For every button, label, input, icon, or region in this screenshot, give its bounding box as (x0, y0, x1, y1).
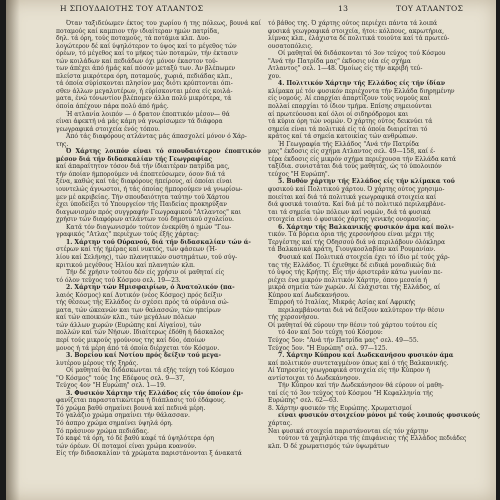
text-line: 7. Χάρτην Κύπρου καί Δωδεκανήσου φυσικόν άμα (278, 352, 454, 360)
text-line: κράτος καί τά σημεία κατοικίας τών ανθρώπων. (268, 133, 418, 141)
text-line: τής χερσονήσου. (268, 314, 320, 322)
text-line: ταξίδια. συνιστάται διά τούς μαθητάς, ώς τό ύπολοιπόν (268, 163, 442, 171)
text-line: Τό γαλάζιο χρώμα σημαίνει τήν θάλασσαν. (56, 412, 190, 420)
text-line: μονος ή τά μέρη άπό τά όποία διέρχεται τόν Κόσμον. (56, 344, 220, 352)
text-line: Τεργέστης καί τής Οδησσού διά νά περιλάβουν όλόκληρα (268, 238, 446, 246)
text-line: είναι άφεκτή νά μάς κάμη νά γνωρίσωμεν τά διάφορα (56, 118, 223, 126)
text-line: Τό πράσινον χρώμα πεδιάδας. (56, 427, 149, 435)
text-line: Ή Γεωγραφία τής Ελλάδος "Ανά τήν Πατρίδα (278, 140, 420, 148)
text-line: Τεύχος 5ον. "Η Ευρώπη" σελ. 97—125. (268, 344, 388, 352)
text-line: Όταν ταξιδεύωμεν έκτος του χωρίου ή της πόλεως, βουνά καί ποταμούς καί καμπιον τήν ιδιαίτεραν ημών πατρίδα, (56, 20, 261, 35)
text-line: Είς τήν διδασκαλίαν τά χρώματα παριστάνονται ξ άνακατά (56, 450, 242, 458)
text-line: φανίζεται παραστατικώτερα ή διάπλασις τού έδάφους. (56, 397, 226, 405)
text-line: ματα, ένώ τόνωντίον βλέπομεν άλλα πολύ μικρότερα, τά (56, 95, 232, 103)
text-line: τά Βαλκανικά κράτη, Γιουγκοσλαβίαν καί Ρουμανίαν. (268, 246, 436, 254)
document-page (6, 0, 496, 500)
text-line: μικρά σημεία τών χωρών. Αί έλάχισται τής Ελλάδος, αί (268, 284, 441, 292)
text-line: Τό καφέ τά όρη, τό δέ βαθύ καφέ τά ύψηλότερα όρη (56, 435, 215, 443)
text-line: τά όποία σύρίσκονται πλησίον μας διότι κρύπτονται όπι- (56, 80, 233, 88)
text-line: Άπό τάς διαφόρους ατλάντας μάς άπασχολεί μόνον ό Χάρ- (66, 133, 247, 141)
text-line: φυσικού καί Πολιτικού χάρτου. Ό χάρτης ούτος χρησιμο- (268, 186, 445, 194)
text-line: κλίμακα μέ τόν φυσικόν περιέχοντα τήν Ελλάδα διηρημένην (268, 87, 455, 95)
text-line: τό 4ον καί 5ον τεύχη τού Κόσμου: (278, 329, 383, 337)
text-line: τό όλον τεύχος τού Κόσμου σελ. 19—23. (56, 276, 181, 284)
text-line: κριτικού μεγέθους Ήλίου καί πλανητών κλπ. (56, 261, 195, 269)
text-line: τών άλλων χωρών (Ευρώπης καί Αίγαίου), τών (56, 321, 202, 329)
text-line: δηλ. τά όρη, τούς ποταμούς, τά ποτάμια κλπ. Δυο- (56, 35, 211, 43)
page-header-title: Η ΣΠΟΥΔΑΙΟΤΗΣ ΤΟΥ ΑΤΛΑΝΤΟΣ (60, 4, 204, 13)
text-line: γεωγραφικά στοιχεία ένός τόπου. (56, 125, 160, 133)
text-line: αντίστοιχαι τό Δωδεκάνησον. (268, 374, 361, 382)
text-line: ουσατοπόλεις. (268, 42, 313, 50)
text-line: λυτέρου μέρους τής ξηράς. (56, 359, 139, 367)
text-line: "Ανά τήν Πατρίδα μας" έκδοσις νέα είς σχήμα (268, 57, 411, 65)
text-line: λίου καί Σελήνης), τών πλανητικών συστημάτων, τού σύγ- (56, 253, 238, 261)
text-line: είναι φυσικόν στοιχείον μόνοι μέ τούς λοιπούς φυσικούς (278, 412, 480, 420)
text-line: μας" έκδοσις είς σχήμα Ατλαντος σελ. 49—158, καί έ- (268, 148, 436, 156)
text-line: Ατλαντος" σελ. 1—48. Όμοίως είς τήν ακριβή τεύ- (268, 65, 423, 73)
text-line: πλείστα μικρότερα όρη, ποταμούς, χωριά, πεδιάδας κλπ., (56, 72, 233, 80)
text-line: Αί Υπηρεσίες γεωγραφικά στοιχεία είς τήν Κύπρον ή (268, 367, 430, 375)
text-line: σθεν άλλων μεγαλυτέρων, ή εύρίσκονται μέσα είς κοιλά- (56, 87, 233, 95)
text-line: σημεία είναι τά πολιτικά είς τά όποία διαιρείται τό (268, 125, 428, 133)
text-line: Οί μαθηταί θά εύρουν την θέσιν τού χάρτου τούτου είς (268, 321, 438, 329)
text-line: λογώτερον δέ καί ύψηλότερον το ύψος καί το μέγεθος τών (56, 42, 237, 50)
text-line: περί τούς μικρούς γρούνους της καί δύο, όποίων (56, 336, 206, 344)
text-line: τής θέσεως τής Ελλάδος έν σχέσει πρός τά ούράνια σώ- (56, 299, 229, 307)
text-line: Ευρώπης" σελ. 62—63. (268, 397, 339, 405)
text-line: είς νομούς. Αί επαρχίαι άπαρτίζουν τούς νομούς καί (268, 95, 431, 103)
text-line: στέρων καί τής ήμέρας καί νυκτός, τών φάσεων (Ή- (56, 246, 217, 254)
text-line: 4. Πολιτικόν Χάρτην τής Ελλάδος είς τήν ίδίαν (278, 80, 446, 88)
text-line: ξένα, καθώς καί τάς διαφόρους ήπείρους, αί όποίαι είναι (56, 178, 233, 186)
page-header-title-right: ΤΟΥ ΑΤΛΑΝΤΟΣ (396, 4, 464, 13)
text-line: λίμνας κλπ., έλάχιστα δέ πολιτικά τοιούτα καί τά πρωτεύ- (268, 35, 450, 43)
text-line: ιουντελώς άγνωστοι, ή τάς όποίας ήμπορούμεν νά γνωρίσω- (56, 186, 243, 194)
text-line: τών όρέων. Οί ποταμοί είναι χρώμα κυανούν. (56, 442, 197, 450)
text-line: 5. Βυθόν χάρτην τής Ελλάδος είς τήν κλίμακα τού (278, 178, 455, 186)
text-line: τό βάθος της. Ό χάρτης ούτος περιέχει πάντα τά λοιπά (268, 20, 438, 27)
text-line: γραφικός "Ατλας" περιέχων τούς έξής χάρτας: (56, 231, 199, 239)
text-line: ταί είς τό 3ον τεύχος τού Κόσμου "Η Κεφαλληνία τής (268, 389, 433, 397)
text-line: όποία άπέχουν πάρα πολύ άπό ήμάς. (56, 103, 169, 111)
text-line: Τήν Κύπρον καί τήν Δωδεκάνησον θά εύρουν οί μαθη- (278, 382, 444, 390)
text-line: ποιείται καί διά τά πολιτικά γεωγραφικά στοιχεία καί (268, 193, 437, 201)
text-line: Τό χρώμα βαθύ σημαίνει βουνά καί πεδινά μέρη. (56, 404, 206, 412)
text-line: Τό άσπρο χρώμα σημαίνει ύψηλά όρη. (56, 419, 173, 427)
text-line: αί πρωτεύουσαι καί όλοι οί σιδηρόδρομοι και (268, 110, 409, 118)
text-line: στοιχεία είναι ό φυσικός χάρτης γενικής ονομασίας. (268, 216, 431, 224)
text-line: 2. Χάρτην τών Ημισφαιρίων, ό Άνατολικόν (πα- (66, 284, 235, 292)
text-line: 3. Φυσικόν Χάρτην τής Ελλάδος είς τόν όποίον έμ- (66, 389, 244, 397)
text-line: τεύχος "Η Ευρώπη". (268, 170, 330, 178)
text-line: Έπιρροή τό Ιταλίας, Μικράς Ασίας καί Αφρικής (268, 299, 416, 307)
text-line: τέρα έκδοσις είς μικρόν σχήμα περιέχουσα τήν Ελλάδα κατά (268, 155, 457, 163)
text-line: τας τής Ελλάδος. Τί έχιεθηκε δέ ειδικά μοναδικώς διά (268, 261, 436, 269)
text-line: τούτον τά χαμηλότερα τής έπιφάνειας τής Ελλάδος πεδιάδες (278, 435, 467, 443)
left-column (56, 20, 261, 458)
text-line: Τεύχος 5ον: "Ανά τήν Πατρίδα μας" σελ. 49—55. (268, 336, 419, 344)
text-line: Τεύχος 4ον "Η Ευρώπη" σελ. 1—19. (56, 382, 166, 390)
text-line: καί πολιτικόν συντεταγμένον όπως καί ό τής Βαλκανικής. (268, 359, 449, 367)
text-line: πολλών καί τών Νήσων. Ιδιαίτερως έδόθη ή δάσκαλος (56, 329, 225, 337)
text-line: τό ύψος τής Κρήτης. Είς τήν άριστεράν κάτω γωνίαν πε- (268, 269, 443, 277)
right-column (268, 20, 486, 450)
text-line: έχει ύποδείξει τό Υπουργείον τής Παιδείας προκηρύξαν (56, 201, 227, 209)
text-line: Οί μαθηταί θα διδάσκωνται τά εξής τεύχη τού Κόσμου (66, 367, 235, 375)
text-line: μεν μέ ακριβείας. Τήν σπουδαιότητα ταύτην τού Χάρτου (56, 193, 230, 201)
text-line: της. (56, 140, 69, 148)
text-line: κλπ. Ό δέ χρωματισμός τών ύψωμάτων (268, 442, 390, 450)
text-line: περιλαμβάνονται διά νά δείξουν καλύτερον τήν θέσιν (278, 306, 445, 314)
text-line: Ό Χάρτης λοιπόν είναι τό σπουδαιότερον έποπτικόν μέσον διά τήν διδασκαλίαν τής Γεωγραφίας (56, 148, 261, 163)
text-line: διά φυσικά τοιαύτα. Καί διά μέ τό πολιτικό περιλαμβάνε- (268, 201, 446, 209)
text-line: 8. Χάρτην φυσικόν τής Ευρώπης. Χρωματισμοί (268, 404, 412, 412)
text-line: χάρτας. (268, 419, 293, 427)
text-line: Ή ατλανία λοιπόν — ό δρατον έποπτικόν μέσον— θά (66, 110, 230, 118)
text-line: Κύπρου καί Δωδεκανήσου. (268, 291, 350, 299)
text-line: χρήσιν τών διαφόρων ατλάντων τού δημοτικού σχολείου. (56, 216, 234, 224)
text-line: τά κύρια όρη τών νομών. Ό χάρτης ούτος δεικνύει τά (268, 118, 433, 126)
text-line: Οί μαθηταί θά διδάσκονται τό 3ον τεύχος τού Κόσμου (278, 50, 446, 58)
text-line: διαγωνισμόν πρός συγγραφήν Γεωγραφικού "Ατλαντος" και (56, 208, 242, 216)
text-line: Τήν δέ χρήσιν τούτου δέν είς χρήσιν οί μαθηταί είς (66, 269, 225, 277)
text-line: των άπέχει άπό ήμάς καί πόσον μεταξύ των. Άν βλέπωμεν (56, 65, 236, 73)
text-line: ριέχει ένα μικρόν πολιτικόν Χάρτην, όπου μεσαία ή (268, 276, 427, 284)
text-line: λαιός Κόσμος) καί Δυτικόν (νέος Κόσμος) πρός δείξιν (56, 291, 223, 299)
text-line: τών κοιλάδων καί πεδιάδων όχι μόνον έκαστον τού- (56, 57, 218, 65)
text-line: καί άπαραίτητον τόσον διά τήν ίδιαιτέραν πατρίδα μας, (56, 163, 230, 171)
text-line: καί τών αποικιών κλπ., τών μεγάλων πόλεων (56, 314, 197, 322)
text-line: Φυσικά καί Πολιτικά στοιχεία έχει τό ίδιο μέ τούς χάρ- (278, 253, 450, 261)
text-line: "Ο Κόσμος" τούς 1ης Εδέφους σελ. 9—37, (56, 374, 185, 382)
text-line: ται τά σημεία τών πόλεων καί νομών, διά τά φυσικά (268, 208, 431, 216)
text-line: 6. Χάρτην τής Βαλκανικής φυσικόν άμα καί πολι- (278, 223, 454, 231)
text-line: ματα, τών ώκεανών και των θαλασσών, τών ηπείρων (56, 306, 221, 314)
text-line: φυσικά γεωγραφικά στοιχεία, ήτοι: κόλπους, ακρωτήρια, (268, 27, 445, 35)
text-line: Κατά τόν διαγωνισμόν τούτον ένεκρίθη ό ημών "Γεω- (66, 223, 232, 231)
text-line: 1. Χάρτην τού Ούρανού, διά τήν διδασκαλίαν τών ά- (66, 238, 251, 246)
text-line: τικόν. Τά βόρεια όρια τής χερσονήσου είναι μέχρι τής (268, 231, 435, 239)
text-line: χου. (268, 72, 281, 80)
text-line: 3. Βορείου καί Νοτίου πρός δείξιν τού μεγα- (66, 352, 221, 360)
text-line: όρέων, τό μέγεθος καί το μήκος τών ποταμών, τήν έκτασιν (56, 50, 238, 58)
text-line: Ναι φυσικά στοιχεία παριστάνονται είς τόν χάρτην (268, 427, 429, 435)
page-number: 13 (338, 4, 349, 13)
text-line: πολλαί επαρχίαι τό ίδιον τμήμα. Επίσης σημειούνται (268, 103, 432, 111)
text-line: τήν όποίαν ήμπορούμεν νά έποπτεύσωμεν, όσον διά τά (56, 170, 226, 178)
